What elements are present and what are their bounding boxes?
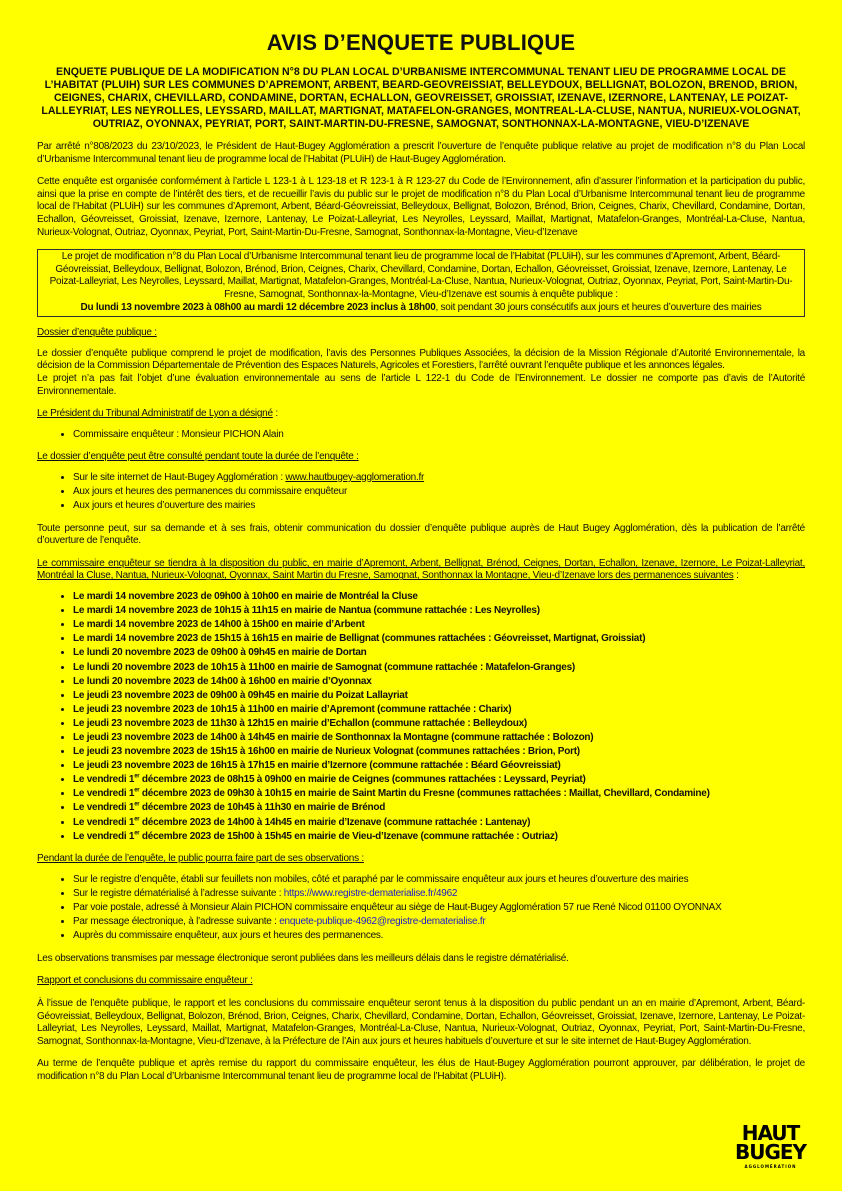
list-item: • Sur le registre d’enquête, établi sur feuillets non mobiles, côté et paraphé par le commissaire enquêteur aux jours et heures d’ouverture des mairies [73,874,805,887]
logo-line-1: HAUT [741,1121,800,1145]
observations-paragraph: Les observations transmises par message électronique seront publiées dans les meilleurs délais dans le registre dématérialisé. [37,952,569,964]
ordinal-suffix: er [134,788,140,795]
observations-list [37,874,805,943]
heading-text: Le dossier d’enquête peut être consulté pendant toute la durée de l’enquête : [37,451,359,463]
item-text: décembre 2023 de 08h15 à 09h00 en mairie de Ceignes (communes rattachées : Leyssard, Peyriat) [139,774,586,786]
heading-text: Rapport et conclusions du commissaire enquêteur : [37,975,253,987]
item-text: Le lundi 20 novembre 2023 de 14h00 à 16h00 en mairie d’Oyonnax [73,675,372,687]
item-text: Le jeudi 23 novembre 2023 de 10h15 à 11h00 en mairie d’Apremont (commune rattachée : Charix) [73,703,512,715]
permanences-list [37,591,805,843]
ordinal-suffix: er [134,773,140,780]
permanence-item [73,746,805,759]
section-heading-president [37,408,805,421]
item-text: Le jeudi 23 novembre 2023 de 16h15 à 17h15 en mairie d’Izernore (commune rattachée : Béard Géovreissiat) [73,760,561,772]
registry-link[interactable]: https://www.registre-dematerialise.fr/4962 [283,887,458,899]
item-text: Le jeudi 23 novembre 2023 de 14h00 à 14h45 en mairie de Sonthonnax la Montagne (commune rattachée : Bolozon) [73,731,594,743]
heading-text: Pendant la durée de l’enquête, le public pourra faire part de ses observations : [37,853,364,865]
permanence-item [73,619,805,632]
list-item [73,916,805,929]
item-text: Le lundi 20 novembre 2023 de 09h00 à 09h45 en mairie de Dortan [73,647,367,659]
haut-bugey-logo [734,1121,806,1169]
permanence-item [73,732,805,745]
item-text: Le jeudi 23 novembre 2023 de 15h15 à 16h00 en mairie de Nurieux Volognat (communes rattachées : Brion, Port) [73,746,580,758]
subtitle: ENQUETE PUBLIQUE DE LA MODIFICATION N°8 DU PLAN LOCAL D’URBANISME INTERCOMMUNAL TENANT LIEU DE PROGRAMME LOCAL DE L’HABITAT (PLUIH) SUR LES COMMUNES D’APREMONT, ARBENT, BEARD-GEOVREISSIAT, BELLEYDOUX, BELLIGNAT, BOLOZON, BRENOD, BRION, CEIGNES, CHARIX, CHEVILLARD, CONDAMINE, DORTAN, ECHALLON, GEOVREISSET, GROISSIAT, IZENAVE, IZERNORE, LANTENAY, LE POIZAT-LALLEYRIAT, LES NEYROLLES, LEYSSARD, MAILLAT, MARTIGNAT, MATAFELON-GRANGES, MONTREAL-LA-CLUSE, NANTUA, NURIEUX-VOLOGNAT, OUTRIAZ, OYONNAX, PEYRIAT, PORT, SAINT-MARTIN-DU-FRESNE, SAMOGNAT, SONTHONNAX-LA-MONTAGNE, VIEU-D’IZENAVE [41,66,801,130]
dossier-paragraph-2: Le projet n’a pas fait l’objet d’une évaluation environnementale au sens de l’article L 122-1 du Code de l’Environnement. Le dossier ne comporte pas d’avis de l’Autorité Environnementale. [37,372,805,397]
item-text: Le lundi 20 novembre 2023 de 10h15 à 11h00 en mairie de Samognat (commune rattachée : Matafelon-Granges) [73,661,575,673]
section-heading-permanences [37,558,805,583]
permanence-item [73,676,805,689]
item-text: Par message électronique, à l’adresse suivante : [73,916,280,928]
list-item [73,472,805,485]
rapport-paragraph-1: À l’issue de l’enquête publique, le rapport et les conclusions du commissaire enquêteur seront tenus à la disposition du public pendant un an en mairie d’Apremont, Arbent, Béard-Géovreissiat, Belleydoux, Bellignat, Bolozon, Brénod, Brion, Ceignes, Charix, Chevillard, Condamine, Dortan, Echallon, Géovreisset, Groissiat, Izenave, Izernore, Lantenay, Le Poizat-Lalleyriat, Les Neyrolles, Leyssard, Maillat, Martignat, Matafelon-Granges, Montréal-La-Cluse, Nantua, Nurieux-Volognat, Outriaz, Oyonnax, Peyriat, Port, Saint-Martin-Du-Fresne, Samognat, Sonthonnax-la-Montagne, Vieu-d’Izenave, à la Préfecture de l’Ain aux jours et heures habituels d’ouverture et sur le site internet de Haut-Bugey Agglomération. [37,997,805,1047]
permanence-item [73,704,805,717]
list-item: • Aux jours et heures d’ouverture des mairies [73,500,805,513]
heading-colon: : [272,408,278,420]
permanence-item [73,774,805,787]
permanence-item [73,690,805,703]
section-heading-consult [37,451,805,464]
box-tail: , soit pendant 30 jours consécutifs aux jours et heures d’ouverture des mairies [435,301,762,313]
item-text: Le mardi 14 novembre 2023 de 14h00 à 15h00 en mairie d’Arbent [73,619,365,631]
list-item: • Commissaire enquêteur : Monsieur PICHON Alain [73,429,805,442]
consult-list [37,472,805,513]
item-text: Sur le registre dématérialisé à l’adresse suivante : [73,887,284,899]
item-text: décembre 2023 de 15h00 à 15h45 en mairie de Vieu-d’Izenave (commune rattachée : Outriaz) [139,830,558,842]
permanence-item [73,605,805,618]
section-heading-observations [37,853,805,866]
list-item: • Par voie postale, adressé à Monsieur Alain PICHON commissaire enquêteur au siège de Haut-Bugey Agglomération 57 rue René Nicod 01100 OYONNAX [73,902,805,915]
page-title: AVIS D’ENQUETE PUBLIQUE [266,30,576,55]
section-heading-dossier [37,327,805,340]
ordinal-suffix: er [134,802,140,809]
item-text: Le vendredi 1 [73,802,135,814]
permanence-item [73,647,805,660]
email-link[interactable]: enquete-publique-4962@registre-dematerialise.fr [279,916,486,928]
heading-text: Le Président du Tribunal Administratif de Lyon a désigné [37,408,273,420]
item-text: Le mardi 14 novembre 2023 de 15h15 à 16h15 en mairie de Bellignat (communes rattachées : Géovreisset, Martignat, Groissiat) [73,633,646,645]
list-item: • Aux jours et heures des permanences du commissaire enquêteur [73,486,805,499]
permanence-item [73,788,805,801]
consult-paragraph: Toute personne peut, sur sa demande et à ses frais, obtenir communication du dossier d’enquête publique auprès de Haut Bugey Agglomération, dès la publication de l’arrêté d’ouverture de l’enquête. [37,522,805,547]
ordinal-suffix: er [134,816,140,823]
box-text: Le projet de modification n°8 du Plan Local d’Urbanisme Intercommunal tenant lieu de programme local de l’Habitat (PLUiH), sur les communes d’Apremont, Arbent, Béard-Géovreissiat, Belleydoux, Bellignat, Bolozon, Brénod, Brion, Ceignes, Charix, Chevillard, Condamine, Dortan, Echallon, Géovreisset, Groissiat, Izenave, Izernore, Lantenay, Le Poizat-Lalleyriat, Les Neyrolles, Leyssard, Maillat, Martignat, Matafelon-Granges, Montréal-La-Cluse, Nantua, Nurieux-Volognat, Outriaz, Oyonnax, Peyriat, Port, Saint-Martin-Du-Fresne, Samognat, Sonthonnax-la-Montagne, Vieu-d’Izenave est soumis à enquête publique : [49,251,793,300]
intro-paragraph-2: Cette enquête est organisée conformément à l’article L 123-1 à L 123-18 et R 123-1 à R 123-27 du Code de l’Environnement, afin d’assurer l’information et la participation du public, ainsi que la prise en compte de l’intérêt des tiers, et de recueillir l’avis du public sur le projet de modification n°8 du Plan Local d’Urbanisme Intercommunal tenant lieu de programme local de l’Habitat (PLUiH) sur les communes d’Apremont, Arbent, Béard-Géovreissiat, Belleydoux, Bellignat, Bolozon, Brénod, Brion, Ceignes, Charix, Chevillard, Condamine, Dortan, Echallon, Géovreisset, Groissiat, Izenave, Izernore, Lantenay, Le Poizat-Lalleyriat, Les Neyrolles, Leyssard, Maillat, Martignat, Matafelon-Granges, Montréal-La-Cluse, Nantua, Nurieux-Volognat, Outriaz, Oyonnax, Peyriat, Port, Saint-Martin-Du-Fresne, Samognat, Sonthonnax-la-Montagne, Vieu-d’Izenave [37,176,805,238]
heading-colon: : [733,570,739,582]
website-link[interactable]: www.hautbugey-agglomeration.fr [285,471,425,483]
logo-line-2: BUGEY [734,1140,806,1164]
enquiry-period-box [37,249,805,317]
item-text: Le vendredi 1 [73,830,135,842]
item-text: Le jeudi 23 novembre 2023 de 09h00 à 09h45 en mairie du Poizat Lallayriat [73,689,408,701]
permanence-item [73,802,805,815]
item-text: décembre 2023 de 14h00 à 14h45 en mairie d’Izenave (commune rattachée : Lantenay) [139,816,531,828]
item-text: Le mardi 14 novembre 2023 de 10h15 à 11h15 en mairie de Nantua (commune rattachée : Les Neyrolles) [73,605,540,617]
item-text: Sur le site internet de Haut-Bugey Agglomération : [73,471,286,483]
permanence-item [73,760,805,773]
notice-page [37,30,805,1084]
dossier-paragraph-1: Le dossier d’enquête publique comprend le projet de modification, l’avis des Personnes Publiques Associées, la décision de la Mission Régionale d’Autorité Environnementale, la décision de la Commission Départementale de Prévention des Espaces Naturels, Agricoles et Forestiers, l’arrêté ouvrant l’enquête publique et les annonces légales. [37,347,805,372]
rapport-paragraph-2: Au terme de l’enquête publique et après remise du rapport du commissaire enquêteur, les élus de Haut-Bugey Agglomération pourront approuver, par délibération, le projet de modification n°8 du Plan Local d’Urbanisme Intercommunal tenant lieu de programme local de l’Habitat (PLUiH). [37,1058,805,1082]
heading-text: Le commissaire enquêteur se tiendra à la disposition du public, en mairie d’Apremont, Arbent, Bellignat, Brénod, Ceignes, Dortan, Echallon, Izenave, Izernore, Le Poizat-Lalleyriat, Montréal la Cluse, Nantua, Nurieux-Volognat, Oyonnax, Saint Martin du Fresne, Samognat, Sonthonnax la Montagne, Vieu-d’Izenave lors des permanences suivantes [37,557,805,582]
permanence-item [73,662,805,675]
list-item [73,888,805,901]
permanence-item [73,718,805,731]
item-text: Le vendredi 1 [73,816,135,828]
item-text: décembre 2023 de 10h45 à 11h30 en mairie de Brénod [139,802,386,814]
item-text: Le mardi 14 novembre 2023 de 09h00 à 10h00 en mairie de Montréal la Cluse [73,591,418,603]
permanence-item [73,591,805,604]
permanence-item [73,633,805,646]
item-text: Le jeudi 23 novembre 2023 de 11h30 à 12h15 en mairie d’Echallon (commune rattachée : Belleydoux) [73,717,527,729]
list-item: • Auprès du commissaire enquêteur, aux jours et heures des permanences. [73,930,805,943]
ordinal-suffix: er [134,830,140,837]
enquiry-dates: Du lundi 13 novembre 2023 à 08h00 au mardi 12 décembre 2023 inclus à 18h00 [80,301,436,313]
item-text: Le vendredi 1 [73,774,135,786]
logo-line-3: AGGLOMÉRATION [744,1164,797,1169]
commissioner-list [37,429,805,442]
section-heading-rapport [37,975,805,988]
permanence-item [73,831,805,844]
item-text: décembre 2023 de 09h30 à 10h15 en mairie de Saint Martin du Fresne (communes rattachées : Maillat, Chevillard, Condamine) [139,788,710,800]
heading-text: Dossier d’enquête publique : [37,327,157,339]
item-text: Le vendredi 1 [73,788,135,800]
permanence-item [73,817,805,830]
intro-paragraph-1: Par arrêté n°808/2023 du 23/10/2023, le Président de Haut-Bugey Agglomération a prescrit l’ouverture de l’enquête publique relative au projet de modification n°8 du Plan Local d’Urbanisme Intercommunal tenant lieu de programme local de l’Habitat (PLUiH) de Haut-Bugey Agglomération. [37,141,805,165]
